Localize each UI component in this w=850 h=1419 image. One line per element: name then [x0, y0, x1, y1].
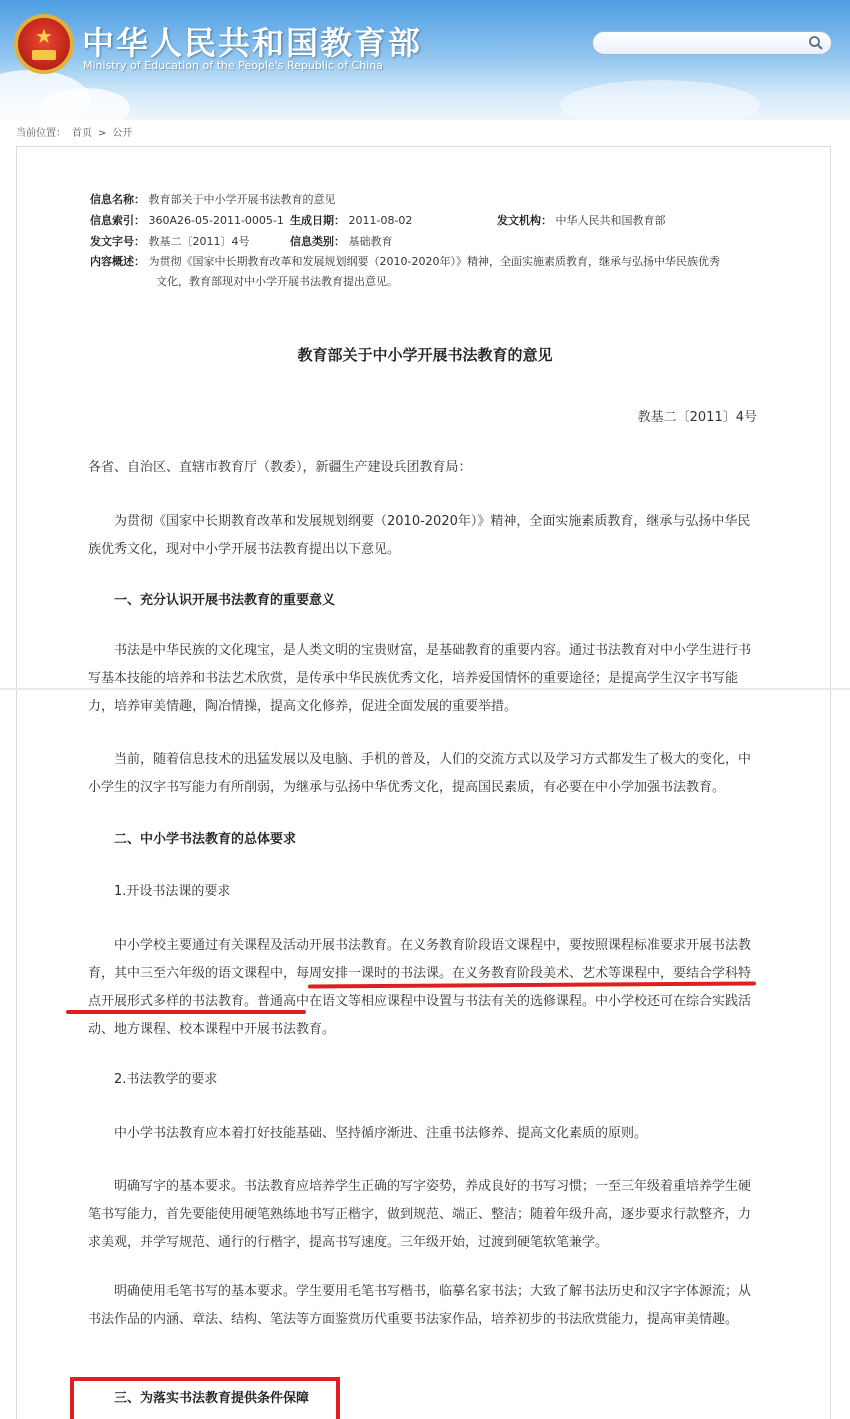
site-header [0, 0, 850, 120]
highlight-underline-2 [66, 1010, 306, 1014]
intro-paragraph: 为贯彻《国家中长期教育改革和发展规划纲要（2010-2020年）》精神，全面实施素质教育，继承与弘扬中华民族优秀文化，现对中小学开展书法教育提出以下意见。 [88, 514, 751, 557]
meta-name-row [90, 191, 336, 207]
meta-category-value: 基础教育 [348, 235, 393, 248]
meta-category-label: 信息类别： [290, 235, 345, 248]
meta-docno-label: 发文字号： [90, 235, 145, 248]
sub2-heading: 2.书法教学的要求 [114, 1072, 218, 1087]
meta-date-label: 生成日期： [290, 214, 345, 227]
meta-summary-row [90, 253, 720, 269]
meta-org-label: 发文机构： [497, 214, 552, 227]
site-title[interactable]: 中华人民共和国教育部 [82, 24, 423, 62]
breadcrumb [16, 124, 138, 139]
sub2-paragraph-3: 明确使用毛笔书写的基本要求。学生要用毛笔书写楷书，临摹名家书法；大致了解书法历史和汉字字体源流；从书法作品的内涵、章法、结构、笔法等方面鉴赏历代重要书法家作品，培养初步的书法欣赏能力，提高审美情趣。 [88, 1284, 752, 1327]
site-subtitle: Ministry of Education of the People's Republic of China [83, 59, 383, 72]
meta-summary-line1: 为贯彻《国家中长期教育改革和发展规划纲要（2010-2020年）》精神，全面实施素质教育，继承与弘扬中华民族优秀 [148, 255, 720, 268]
meta-category-row [290, 233, 393, 249]
meta-index-value: 360A26-05-2011-0005-1 [148, 214, 284, 227]
section1-paragraph-2: 当前，随着信息技术的迅猛发展以及电脑、手机的普及，人们的交流方式以及学习方式都发生了极大的变化，中小学生的汉字书写能力有所削弱，为继承与弘扬中华优秀文化，提高国民素质，有必要在中小学加强书法教育。 [88, 752, 752, 795]
meta-date-value: 2011-08-02 [348, 214, 413, 227]
salutation: 各省、自治区、直辖市教育厅（教委），新疆生产建设兵团教育局： [88, 460, 472, 475]
search-icon[interactable] [807, 34, 825, 52]
meta-summary-line2: 文化，教育部现对中小学开展书法教育提出意见。 [156, 275, 398, 288]
meta-docno-value: 教基二〔2011〕4号 [148, 235, 250, 248]
meta-summary-row-2 [156, 273, 398, 289]
meta-date-row [290, 212, 412, 228]
meta-org-value: 中华人民共和国教育部 [555, 214, 666, 227]
breadcrumb-prefix: 当前位置： [16, 128, 66, 139]
meta-index-row [90, 212, 284, 228]
meta-docno-row [90, 233, 250, 249]
section2-heading: 二、中小学书法教育的总体要求 [114, 832, 297, 847]
breadcrumb-separator: > [98, 128, 107, 139]
sub2-paragraph-2: 明确写字的基本要求。书法教育应培养学生正确的写字姿势，养成良好的书写习惯；一至三年级着重培养学生硬笔书写能力，首先要能使用硬笔熟练地书写正楷字，做到规范、端正、整洁；随着年级升高，逐步要求行款整齐，力求美观，并学写规范、通行的行楷字，提高书写速度。三年级开始，过渡到硬笔软笔兼学。 [88, 1179, 752, 1250]
meta-org-row [497, 212, 666, 228]
section1-heading: 一、充分认识开展书法教育的重要意义 [114, 593, 336, 608]
page-seam-divider [0, 688, 850, 690]
highlight-box [70, 1377, 340, 1419]
meta-index-label: 信息索引： [90, 214, 145, 227]
sub2-paragraph-1: 中小学书法教育应本着打好技能基础、坚持循序渐进、注重书法修养、提高文化素质的原则。 [114, 1126, 648, 1141]
meta-name-value: 教育部关于中小学开展书法教育的意见 [148, 193, 336, 206]
breadcrumb-home-link[interactable]: 首页 [72, 128, 92, 139]
breadcrumb-current[interactable]: 公开 [112, 128, 133, 139]
search-input[interactable] [592, 31, 832, 55]
national-emblem-icon[interactable]: ★ [14, 14, 74, 74]
meta-name-label: 信息名称： [90, 193, 145, 206]
sub1-heading: 1.开设书法课的要求 [114, 884, 231, 899]
section1-paragraph-1: 书法是中华民族的文化瑰宝，是人类文明的宝贵财富，是基础教育的重要内容。通过书法教育对中小学生进行书写基本技能的培养和书法艺术欣赏，是传承中华民族优秀文化，培养爱国情怀的重要途径；是提高学生汉字书写能力，培养审美情趣，陶冶情操，提高文化修养，促进全面发展的重要举措。 [88, 643, 752, 714]
section3-heading: 三、为落实书法教育提供条件保障 [114, 1391, 310, 1406]
meta-summary-label: 内容概述： [90, 255, 145, 268]
document-title: 教育部关于中小学开展书法教育的意见 [297, 346, 553, 364]
sub1-paragraph: 中小学校主要通过有关课程及活动开展书法教育。在义务教育阶段语文课程中，要按照课程标准要求开展书法教育，其中三至六年级的语文课程中，每周安排一课时的书法课。在义务教育阶段美术、艺术等课程中，要结合学科特点开展形式多样的书法教育。普通高中在语文等相应课程中设置与书法有关的选修课程。中小学校还可在综合实践活动、地方课程、校本课程中开展书法教育。 [88, 938, 752, 1037]
document-number: 教基二〔2011〕4号 [637, 410, 757, 425]
